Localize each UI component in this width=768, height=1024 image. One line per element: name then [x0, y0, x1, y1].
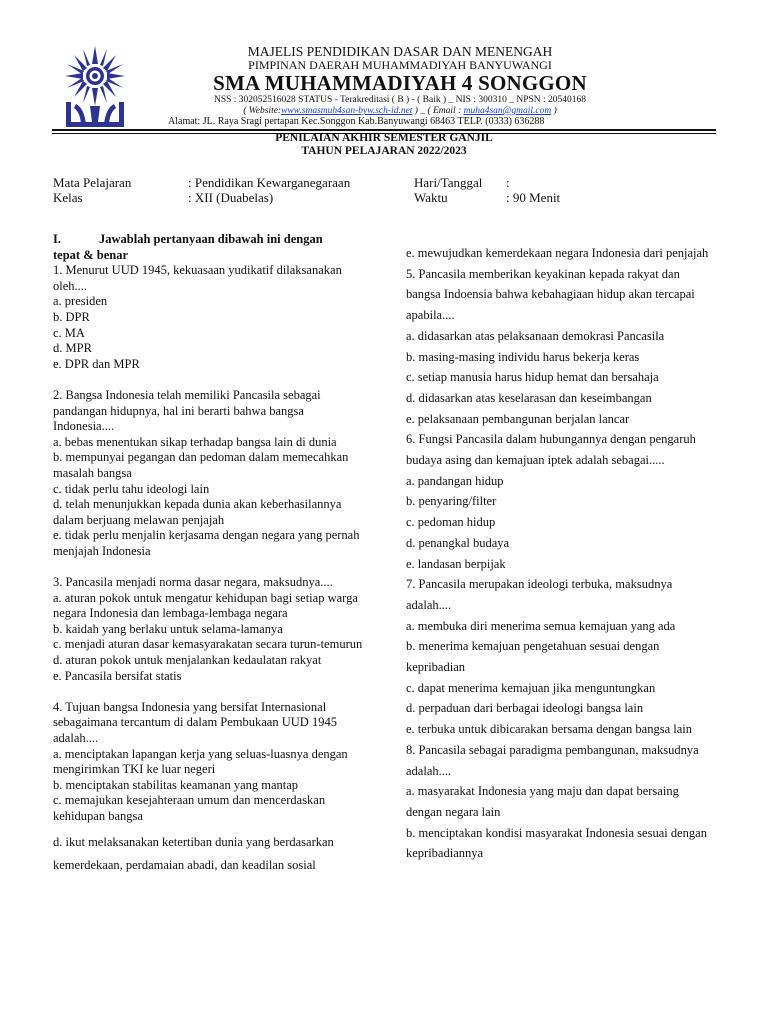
q2-option-d: d. telah menunjukkan kepada dunia akan keberhasilannya dalam berjuang melawan penjajah [53, 497, 342, 527]
q5-option-b: b. masing-masing individu harus bekerja keras [406, 349, 640, 364]
exam-title: PENILAIAN AKHIR SEMESTER GANJIL [275, 132, 493, 144]
q7-option-a: a. membuka diri menerima semua kemajuan yang ada [406, 618, 676, 633]
q4-option-b: b. menciptakan stabilitas keamanan yang mantap [53, 777, 299, 792]
q5-option-e: e. pelaksanaan pembangunan berjalan lancar [406, 411, 630, 426]
header-branch: PIMPINAN DAERAH MUHAMMADIYAH BANYUWANGI [248, 58, 552, 72]
question-1: 1. Menurut UUD 1945, kekuasaan yudikatif dilaksanakan oleh.... [53, 263, 342, 293]
date-value: : [506, 175, 510, 190]
q6-option-e: e. landasan berpijak [406, 556, 506, 571]
q3-option-d: d. aturan pokok untuk menjalankan kedaulatan rakyat [53, 653, 322, 668]
q1-option-a: a. presiden [53, 294, 108, 309]
class-value: : XII (Duabelas) [188, 190, 274, 205]
time-value: : 90 Menit [506, 190, 561, 205]
right-column [406, 243, 716, 864]
spacer [53, 684, 365, 700]
q4-option-c: c. memajukan kesejahteraan umum dan mencerdaskan kehidupan bangsa [53, 793, 326, 823]
muhammadiyah-logo-icon [60, 44, 130, 130]
q4-option-d: d. ikut melaksanakan ketertiban dunia yang berdasarkan kemerdekaan, perdamaian abadi, dan keadilan sosial [53, 834, 334, 873]
q1-option-c: c. MA [53, 325, 85, 340]
spacer [53, 559, 365, 575]
subject-label: Mata Pelajaran [53, 175, 132, 190]
q8-option-b: b. menciptakan kondisi masyarakat Indonesia sesuai dengan kepribadiannya [406, 825, 707, 861]
question-2: 2. Bangsa Indonesia telah memiliki Pancasila sebagai pandangan hidupnya, hal ini berarti bahwa bangsa Indonesia.... [53, 387, 321, 434]
q1-option-d: d. MPR [53, 341, 92, 356]
q3-option-c: c. menjadi aturan dasar kemasyarakatan secara turun-temurun [53, 637, 363, 652]
time-label: Waktu [414, 190, 448, 205]
header-council: MAJELIS PENDIDIKAN DASAR DAN MENENGAH [247, 44, 553, 59]
q6-option-d: d. penangkal budaya [406, 535, 510, 550]
q1-option-e: e. DPR dan MPR [53, 356, 140, 371]
q5-option-c: c. setiap manusia harus hidup hemat dan bersahaja [406, 370, 659, 385]
q5-option-d: d. didasarkan atas keselarasan dan keseimbangan [406, 390, 652, 405]
q4-option-e: e. mewujudkan kemerdekaan negara Indonesia dari penjajah [406, 246, 709, 260]
website-link[interactable]: www.smasmuh4san-byw.sch-id.net [281, 106, 413, 116]
section-number: I. [53, 232, 61, 246]
spacer [53, 372, 365, 388]
subject-value: : Pendidikan Kewarganegaraan [188, 175, 351, 190]
q7-option-e: e. terbuka untuk dibicarakan bersama dengan bangsa lain [406, 722, 692, 737]
website-label: ( Website: [243, 106, 282, 116]
class-label: Kelas [53, 190, 83, 205]
q1-option-b: b. DPR [53, 309, 90, 324]
section-title-b: tepat & benar [53, 247, 128, 262]
school-contacts [150, 106, 650, 116]
q6-option-a: a. pandangan hidup [406, 473, 504, 488]
question-4: 4. Tujuan bangsa Indonesia yang bersifat Internasional sebagaimana tercantum di dalam Pembukaan UUD 1945 adalah.... [53, 699, 337, 745]
question-8: 8. Pancasila sebagai paradigma pembangunan, maksudnya adalah.... [406, 742, 699, 778]
email-label: ) _ ( Email : [414, 106, 462, 116]
q7-option-c: c. dapat menerima kemajuan jika menguntungkan [406, 680, 656, 695]
q2-option-e: e. tidak perlu menjalin kerjasama dengan negara yang pernah menjajah Indonesia [53, 528, 360, 558]
exam-year: TAHUN PELAJARAN 2022/2023 [301, 145, 467, 157]
q6-option-c: c. pedoman hidup [406, 515, 496, 530]
left-column [53, 232, 365, 878]
question-7: 7. Pancasila merupakan ideologi terbuka, maksudnya adalah.... [406, 577, 673, 612]
date-label: Hari/Tanggal [414, 175, 483, 190]
school-name: SMA MUHAMMADIYAH 4 SONGGON [213, 71, 587, 95]
q3-option-e: e. Pancasila bersifat statis [53, 668, 182, 683]
school-address: Alamat: JL. Raya Sragi pertapan Kec.Songgon Kab.Banyuwangi 68463 TELP. (0333) 636288 [168, 116, 545, 127]
section-heading [53, 232, 365, 248]
q7-option-d: d. perpaduan dari berbagai ideologi bangsa lain [406, 701, 644, 716]
email-close: ) [553, 106, 557, 116]
q2-option-c: c. tidak perlu tahu ideologi lain [53, 481, 210, 496]
q5-option-a: a. didasarkan atas pelaksanaan demokrasi Pancasila [406, 328, 665, 343]
q4-option-a: a. menciptakan lapangan kerja yang seluas-luasnya dengan mengirimkan TKI ke luar negeri [53, 746, 348, 777]
q2-option-b: b. mempunyai pegangan dan pedoman dalam memecahkan masalah bangsa [53, 450, 349, 480]
q3-option-b: b. kaidah yang berlaku untuk selama-lamanya [53, 621, 283, 636]
question-3: 3. Pancasila menjadi norma dasar negara, maksudnya.... [53, 575, 333, 590]
question-5: 5. Pancasila memberikan keyakinan kepada rakyat dan bangsa Indoensia bahwa kebahagiaan hidup akan tercapai apabila.... [406, 266, 695, 323]
school-ids: NSS : 302052516028 STATUS - Terakreditasi ( B ) - ( Baik ) _ NIS : 300310 _ NPSN : 20540168 [213, 95, 587, 105]
q7-option-b: b. menerima kemajuan pengetahuan sesuai dengan kepribadian [406, 639, 660, 675]
q3-option-a: a. aturan pokok untuk mengatur kehidupan bagi setiap warga negara Indonesia dan lembaga-lembaga negara [53, 590, 358, 621]
header-rule-thick [52, 129, 716, 131]
section-title-a: Jawablah pertanyaan dibawah ini dengan [99, 232, 323, 246]
email-link[interactable]: muha4san@gmail.com [463, 106, 552, 116]
q2-option-a: a. bebas menentukan sikap terhadap bangsa lain di dunia [53, 434, 337, 449]
q6-option-b: b. penyaring/filter [406, 494, 497, 509]
q8-option-a: a. masyarakat Indonesia yang maju dan dapat bersaing dengan negara lain [406, 784, 679, 819]
question-6: 6. Fungsi Pancasila dalam hubungannya dengan pengaruh budaya asing dan kemajuan iptek adalah sebagai..... [406, 432, 696, 468]
